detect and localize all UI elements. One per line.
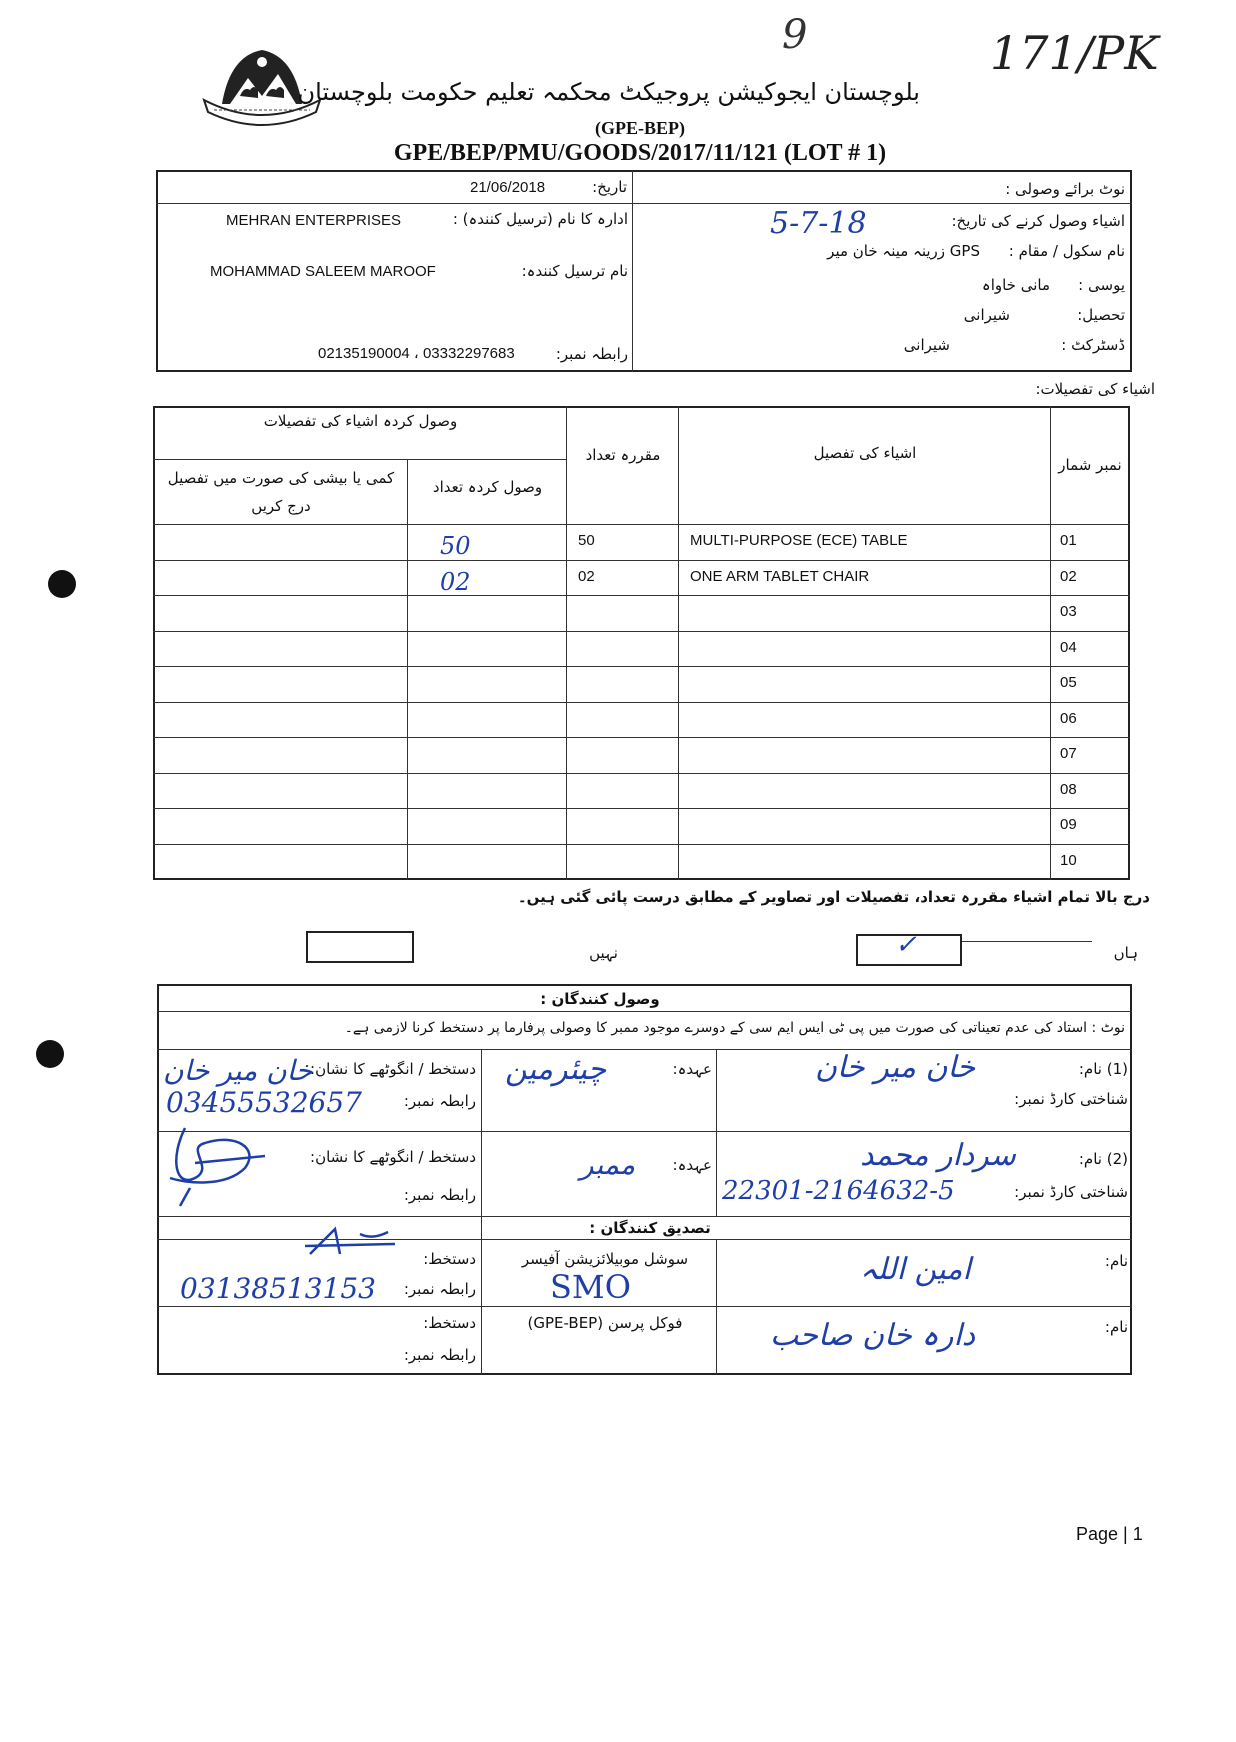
r1-cnic-label: شناختی کارڈ نمبر: <box>1014 1090 1128 1108</box>
col-description: اشیاء کی تفصیل <box>813 444 917 462</box>
r2-name-label: (2) نام: <box>1078 1150 1128 1168</box>
file-number-handwritten: 171/PK <box>990 26 1159 80</box>
r1-name-value: خان میر خان <box>815 1050 976 1085</box>
row-serial: 09 <box>1060 816 1077 833</box>
yes-checkmark: ✓ <box>895 930 917 960</box>
r2-post-value: ممبر <box>580 1148 636 1181</box>
date-label: تاریخ: <box>592 178 627 196</box>
r2-contact-label: رابطہ نمبر: <box>403 1186 476 1204</box>
confirmation-statement: درج بالا تمام اشیاء مقررہ تعداد، تفصیلات اور تصاویر کے مطابق درست پائی گئی ہیں۔ <box>517 888 1150 906</box>
date-value: 21/06/2018 <box>470 179 546 196</box>
row-serial: 10 <box>1060 851 1077 869</box>
v1-role: سوشل موبیلائزیشن آفیسر <box>521 1250 689 1268</box>
row-description: ONE ARM TABLET CHAIR <box>690 567 870 585</box>
row-serial: 07 <box>1060 745 1077 762</box>
receivers-title: وصول کنندگان : <box>540 990 660 1008</box>
r1-contact-label: رابطہ نمبر: <box>403 1092 476 1110</box>
v2-name-label: نام: <box>1104 1318 1128 1336</box>
col-received-quantity: وصول کردہ تعداد <box>432 478 543 496</box>
col-fixed-quantity: مقررہ تعداد <box>585 446 661 464</box>
row-serial: 03 <box>1060 603 1077 620</box>
yes-label: ہاں <box>1113 944 1138 962</box>
title-urdu: بلوچستان ایجوکیشن پروجیکٹ محکمہ تعلیم حکومت بلوچستان <box>297 78 920 106</box>
v1-role-handwritten: SMO <box>550 1268 631 1306</box>
row-fixed-quantity: 02 <box>578 567 595 585</box>
r1-post-value: چیئرمین <box>505 1052 607 1087</box>
verifiers-title: تصدیق کنندگان : <box>589 1219 711 1237</box>
page-number: Page | 1 <box>1076 1524 1143 1544</box>
v2-sign-label: دستخط: <box>423 1314 476 1332</box>
receive-date-label: اشیاء وصول کرنے کی تاریخ: <box>951 212 1125 230</box>
v1-name-label: نام: <box>1104 1252 1128 1270</box>
r2-post-label: عہدہ: <box>672 1156 712 1174</box>
v1-signature-scribble <box>300 1224 400 1264</box>
v1-name-value: امین اللہ <box>860 1252 971 1287</box>
r1-contact-value: 03455532657 <box>166 1086 362 1119</box>
row-serial: 04 <box>1060 638 1077 656</box>
r2-cnic-value: 22301-2164632-5 <box>722 1176 955 1206</box>
r2-cnic-label: شناختی کارڈ نمبر: <box>1014 1183 1128 1201</box>
no-checkbox[interactable] <box>306 931 414 963</box>
uc-value: مانی خاواہ <box>981 276 1050 294</box>
uc-label: یوسی : <box>1078 276 1125 294</box>
school-value: GPS زرینہ مینہ خان میر <box>827 242 980 260</box>
row-serial: 06 <box>1060 709 1077 727</box>
v1-sign-label: دستخط: <box>423 1250 476 1268</box>
row-received-quantity: 50 <box>440 532 471 560</box>
col-shortfall-details: کمی یا بیشی کی صورت میں تفصیل درج کریں <box>167 469 395 515</box>
tehsil-value: شیرانی <box>963 306 1010 324</box>
row-serial: 02 <box>1060 567 1077 585</box>
school-label: نام سکول / مقام : <box>1008 242 1125 260</box>
r1-name-label: (1) نام: <box>1078 1060 1128 1078</box>
district-label: ڈسٹرکٹ : <box>1061 336 1125 354</box>
supplier-value: MEHRAN ENTERPRISES <box>226 212 402 229</box>
row-serial: 05 <box>1060 674 1077 691</box>
subtitle: (GPE-BEP) <box>595 118 685 138</box>
sender-label: نام ترسیل کنندہ: <box>521 262 628 280</box>
col-serial: نمبر شمار <box>1058 456 1122 474</box>
sender-value: MOHAMMAD SALEEM MAROOF <box>210 263 436 280</box>
row-serial: 08 <box>1060 780 1077 798</box>
page-mark: 9 <box>782 12 808 58</box>
r2-name-value: سردار محمد <box>860 1138 1016 1173</box>
row-received-quantity: 02 <box>440 567 471 596</box>
r1-sign-value: خان میر خان <box>163 1054 313 1087</box>
v1-contact-label: رابطہ نمبر: <box>403 1280 476 1298</box>
reference-number: GPE/BEP/PMU/GOODS/2017/11/121 (LOT # 1) <box>393 140 887 166</box>
punch-hole-top <box>48 570 76 598</box>
receive-date-value: 5-7-18 <box>770 206 867 241</box>
district-value: شیرانی <box>903 336 950 354</box>
v2-name-value: دارہ خان صاحب <box>770 1318 976 1353</box>
r1-post-label: عہدہ: <box>672 1060 712 1078</box>
punch-hole-bottom <box>36 1040 64 1068</box>
no-label: نہیں <box>589 944 618 962</box>
r2-sign-label: دستخط / انگوٹھے کا نشان: <box>310 1148 476 1166</box>
r1-sign-label: دستخط / انگوٹھے کا نشان: <box>310 1060 476 1078</box>
v2-contact-label: رابطہ نمبر: <box>403 1346 476 1364</box>
col-received-group: وصول کردہ اشیاء کی تفصیلات <box>263 412 458 430</box>
row-serial: 01 <box>1060 532 1077 549</box>
tehsil-label: تحصیل: <box>1077 306 1125 324</box>
v1-contact-value: 03138513153 <box>180 1272 376 1305</box>
contact-value: 02135190004 ، 03332297683 <box>318 345 515 362</box>
row-fixed-quantity: 50 <box>578 532 595 549</box>
v2-role: فوکل پرسن (GPE-BEP) <box>527 1314 683 1332</box>
items-section-label: اشیاء کی تفصیلات: <box>1035 380 1155 398</box>
receivers-note: نوٹ : استاد کی عدم تعیناتی کی صورت میں پی ٹی ایس ایم سی کے دوسرے موجود ممبر کا وصولی پرفارما پر دستخط کرنا لازمی ہے۔ <box>344 1020 1125 1036</box>
r2-signature-scribble <box>165 1118 275 1208</box>
row-description: MULTI-PURPOSE (ECE) TABLE <box>690 532 908 549</box>
contact-label: رابطہ نمبر: <box>555 345 628 363</box>
supplier-label: ادارہ کا نام (ترسیل کنندہ) : <box>452 210 628 228</box>
note-label: نوٹ برائے وصولی : <box>1005 180 1125 198</box>
